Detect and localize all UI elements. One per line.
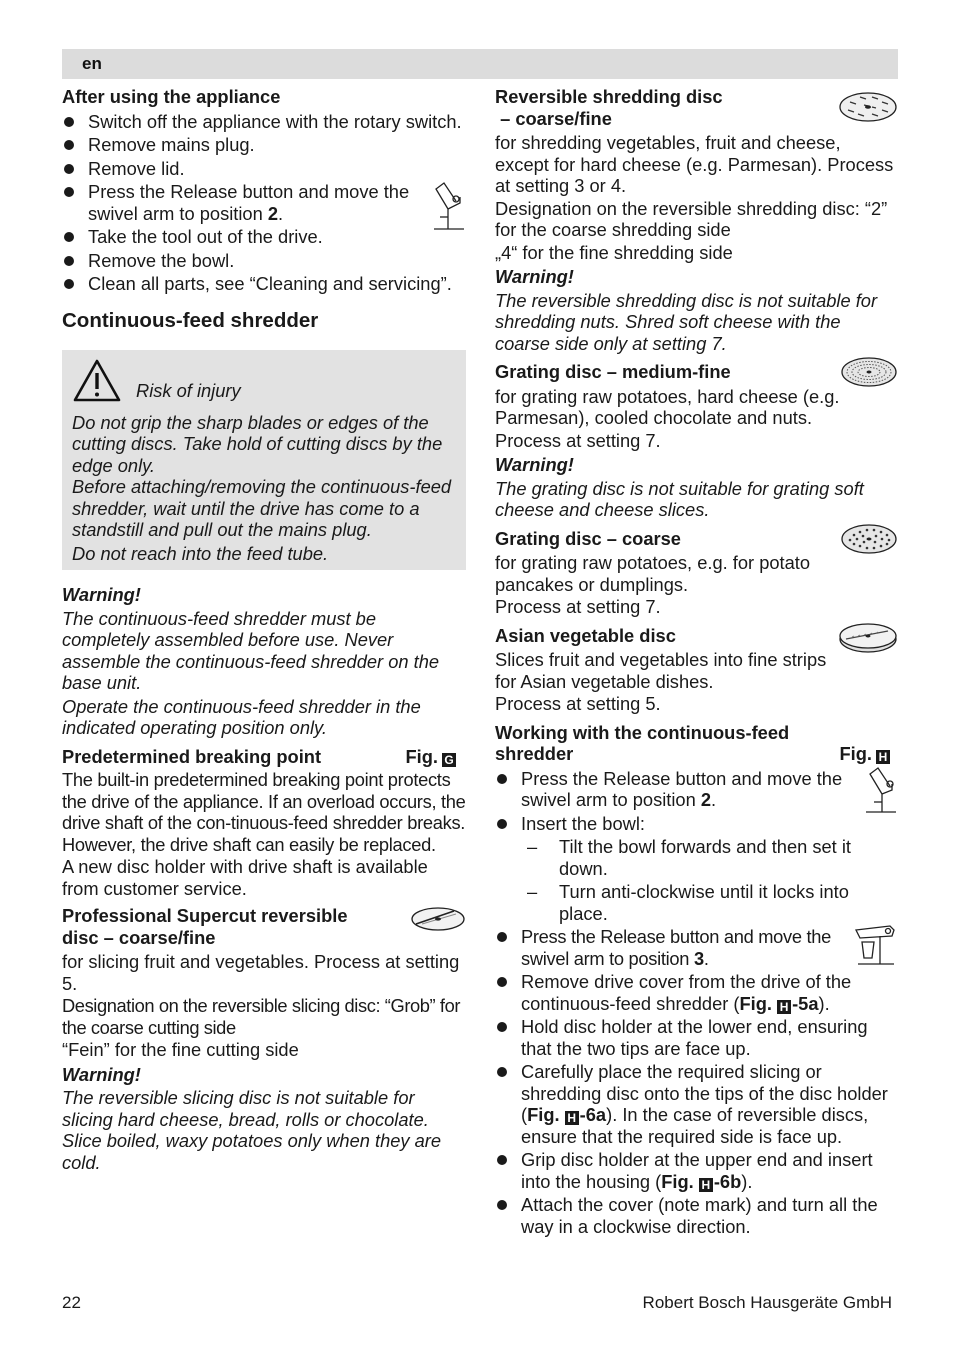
list-item-text: ). In the case of reversible discs, ensure that the required side is face up. (521, 1104, 869, 1147)
list-item-text: Press the Release button and move the swivel arm to position (88, 181, 410, 224)
shredding-disc-icon (838, 90, 898, 124)
fig-ref-number: -5a (792, 992, 819, 1014)
shredding-disc-heading (495, 86, 898, 129)
list-item: Attach the cover (note mark) and turn all the way in a clockwise direction. (495, 1194, 898, 1237)
breaking-text-1: The built-in predetermined breaking point protects the drive of the appliance. If an overload occurs, the drive shaft of the con-tinuous-feed shredder breaks. However, the drive shaft can easily be replaced. (62, 769, 466, 855)
warning-label: Warning! (495, 266, 574, 287)
company-name: Robert Bosch Hausgeräte GmbH (642, 1293, 892, 1312)
heading-line: shredder (495, 743, 574, 764)
risk-title: Risk of injury (136, 379, 241, 401)
list-item: Press the Release button and move the swivel arm to position 2. (62, 181, 466, 224)
asian-vegetable-disc-icon (838, 621, 898, 655)
grating-medium-text-1: for grating raw potatoes, hard cheese (e.g. Parmesan), cooled chocolate and nuts. (495, 385, 840, 428)
heading-line: Reversible shredding disc (495, 86, 723, 107)
breaking-text-2: A new disc holder with drive shaft is available from customer service. (62, 856, 428, 899)
heading-text: Grating disc – coarse (495, 527, 681, 549)
fig-letter-badge: G (442, 753, 456, 767)
grating-medium-text-2: Process at setting 7. (495, 429, 661, 451)
swivel-arm-position-2-icon (426, 179, 466, 233)
warning-label: Warning! (62, 584, 141, 605)
grating-coarse-heading (495, 528, 898, 550)
list-item-text: Press the Release button and move the swivel arm to position (521, 926, 832, 969)
risk-text-2: Before attaching/removing the continuous-feed shredder, wait until the drive has come to a standstill and pull out the mains plug. (72, 476, 452, 540)
sub-list-item: – Tilt the bowl forwards and then set it down. (521, 836, 898, 879)
supercut-text-3: “Fein” for the fine cutting side (62, 1039, 299, 1060)
shredding-text-1: for shredding vegetables, fruit and cheese, except for hard cheese (e.g. Parmesan). Process at setting 3 or 4. (495, 132, 894, 196)
breaking-point-heading (62, 746, 466, 768)
sub-list-item: – Turn anti-clockwise until it locks into place. (521, 881, 898, 924)
list-item: Press the Release button and move the swivel arm to position 3. (495, 926, 898, 969)
working-heading (495, 722, 898, 765)
page-number: 22 (62, 1293, 81, 1312)
after-use-list (62, 111, 466, 295)
figure-reference: Fig. H -5a (739, 992, 819, 1014)
shredding-text-2: Designation on the reversible shredding disc: “2” for the coarse shredding side (495, 197, 888, 240)
fig-letter-badge: H (565, 1111, 579, 1125)
fig-label: Fig. (405, 745, 438, 767)
fig-label: Fig. (839, 743, 872, 764)
after-use-heading: After using the appliance (62, 86, 281, 107)
swivel-arm-position-2-icon (862, 764, 898, 816)
list-item-text: Grip disc holder at the upper end and insert into the housing ( (521, 1149, 873, 1192)
swivel-arm-position-3-icon (852, 920, 898, 968)
heading-line: Working with the continuous-feed (495, 721, 790, 743)
fig-letter-badge: H (876, 750, 890, 764)
risk-header (72, 358, 456, 412)
risk-of-injury-box (62, 350, 466, 571)
list-item: Press the Release button and move the swivel arm to position 2. (495, 768, 898, 811)
slicing-disc-icon (410, 905, 466, 933)
language-bar (62, 49, 898, 79)
grating-disc-medium-icon (840, 356, 898, 388)
figure-reference (406, 746, 457, 768)
left-column (62, 86, 466, 1173)
fig-ref-number: -6a (579, 1104, 607, 1125)
list-item: Take the tool out of the drive. (62, 226, 466, 248)
list-item: Remove mains plug. (62, 134, 466, 156)
warning-text: The continuous-feed shredder must be completely assembled before use. Never assemble the continuous-feed shredder on the base unit. (62, 607, 440, 693)
fig-letter-badge: H (777, 1000, 791, 1014)
asian-disc-heading (495, 625, 898, 647)
risk-text-3: Do not reach into the feed tube. (72, 542, 329, 564)
asian-text-1: Slices fruit and vegetables into fine strips for Asian vegetable dishes. (495, 649, 827, 692)
supercut-heading (62, 905, 466, 948)
risk-text-1: Do not grip the sharp blades or edges of the cutting discs. Take hold of cutting discs by the edge only. (72, 411, 443, 476)
heading-line: – coarse/fine (495, 107, 612, 129)
heading-line: disc – coarse/fine (62, 926, 216, 948)
grating-disc-coarse-icon (840, 523, 898, 555)
warning-text: The reversible shredding disc is not suitable for shredding nuts. Shred soft cheese with the coarse side only at setting 7. (495, 289, 878, 354)
warning-label: Warning! (495, 454, 574, 475)
language-code: en (82, 54, 102, 73)
grating-coarse-text-1: for grating raw potatoes, e.g. for potato pancakes or dumplings. (495, 552, 811, 595)
figure-reference: Fig. H -6b (661, 1170, 742, 1192)
right-column (495, 86, 898, 1239)
heading-text: Asian vegetable disc (495, 624, 676, 646)
list-item: Switch off the appliance with the rotary switch. (62, 111, 466, 133)
list-item: Remove the bowl. (62, 250, 466, 272)
list-item-text: Carefully place the required slicing or shredding disc onto the tips of the disc holder ( (521, 1061, 888, 1125)
list-item (495, 813, 898, 925)
warning-text: The grating disc is not suitable for grating soft cheese and cheese slices. (495, 477, 864, 520)
list-item-text: Remove drive cover from the drive of the continuous-feed shredder ( (521, 971, 852, 1014)
warning-text: The reversible slicing disc is not suitable for slicing hard cheese, bread, rolls or chocolate. Slice boiled, waxy potatoes only when they are cold. (62, 1087, 442, 1173)
heading-text: Predetermined breaking point (62, 745, 322, 767)
list-item: Clean all parts, see “Cleaning and servicing”. (62, 273, 466, 295)
shredding-text-3: „4“ for the fine shredding side (495, 241, 733, 263)
list-item-text: Press the Release button and move the swivel arm to position (521, 767, 843, 810)
heading-text: Grating disc – medium-fine (495, 361, 731, 382)
warning-label: Warning! (62, 1063, 141, 1085)
list-item (495, 1061, 898, 1147)
fig-ref-number: -6b (713, 1170, 742, 1192)
figure-reference (840, 743, 891, 765)
list-item: Remove lid. (62, 158, 466, 180)
list-item-text: Insert the bowl: (521, 812, 645, 834)
list-item: Remove drive cover from the drive of the continuous-feed shredder (Fig. H -5a). (495, 971, 898, 1014)
sub-list (521, 836, 898, 924)
heading-line: Professional Supercut reversible (62, 905, 348, 926)
list-item: Grip disc holder at the upper end and insert into the housing (Fig. H -6b). (495, 1149, 898, 1192)
shredder-heading: Continuous-feed shredder (62, 308, 319, 332)
figure-reference: Fig. H -6a (527, 1104, 607, 1125)
position-number: 2 (267, 202, 279, 224)
supercut-text-1: for slicing fruit and vegetables. Process at setting 5. (62, 951, 460, 994)
warning-triangle-icon (72, 358, 122, 404)
warning-text: Operate the continuous-feed shredder in the indicated operating position only. (62, 695, 421, 738)
position-number: 2 (700, 789, 712, 810)
grating-medium-heading (495, 361, 898, 383)
list-item: Hold disc holder at the lower end, ensuring that the two tips are face up. (495, 1016, 898, 1059)
working-steps-list (495, 768, 898, 1238)
supercut-text-2: Designation on the reversible slicing disc: “Grob” for the coarse cutting side (62, 995, 461, 1038)
fig-letter-badge: H (699, 1178, 713, 1192)
grating-coarse-text-2: Process at setting 7. (495, 596, 661, 617)
asian-text-2: Process at setting 5. (495, 693, 661, 714)
position-number: 3 (693, 947, 704, 969)
